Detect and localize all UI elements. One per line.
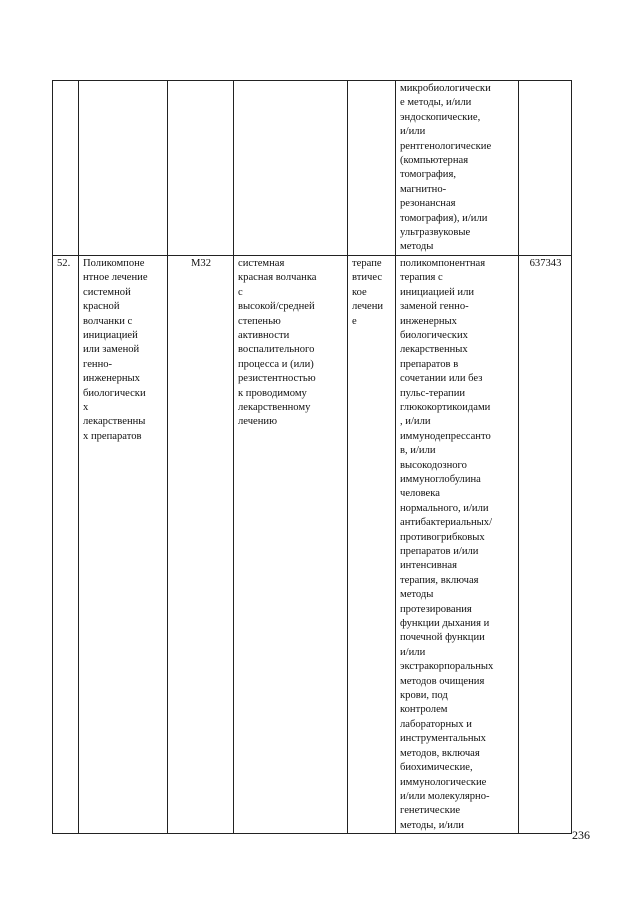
treatment-kind-cell	[348, 81, 396, 256]
price-cell: 637343	[519, 255, 572, 833]
table-row	[53, 255, 572, 833]
procedure-name-cell	[79, 81, 168, 256]
page-number: 236	[572, 828, 590, 842]
treatment-method-cell: поликомпонентная терапия с инициацией или заменой генно- инженерных биологических лекарственных препаратов в сочетании или без пульс-терапии глюкокортикоидами , и/или иммунодепрессанто в, и/или высокодозного иммуноглобулина человека нормального, и/или антибактериальных/ противогрибковых препаратов и/или интенсивная терапия, включая методы протезирования функции дыхания и почечной функции и/или экстракорпоральных методов очищения крови, под контролем лабораторных и инструментальных методов, включая биохимические, иммунологические и/или молекулярно- генетические методы, и/или	[396, 255, 519, 833]
row-number-cell	[53, 81, 79, 256]
procedure-name-cell: Поликомпоне нтное лечение системной красной волчанки с инициацией или заменой генно- инженерных биологически х лекарственны х препаратов	[79, 255, 168, 833]
price-cell	[519, 81, 572, 256]
treatment-method-cell: микробиологически е методы, и/или эндоскопические, и/или рентгенологические (компьютерная томография, магнитно- резонансная томография), и/или ультразвуковые методы	[396, 81, 519, 256]
table-row	[53, 81, 572, 256]
icd-code-cell: М32	[168, 255, 234, 833]
patient-model-cell: системная красная волчанка с высокой/средней степенью активности воспалительного процесса и (или) резистентностью к проводимому лекарственному лечению	[234, 255, 348, 833]
treatment-kind-cell: терапе втичес кое лечени е	[348, 255, 396, 833]
row-number-cell: 52.	[53, 255, 79, 833]
patient-model-cell	[234, 81, 348, 256]
treatment-table	[52, 80, 572, 834]
icd-code-cell	[168, 81, 234, 256]
